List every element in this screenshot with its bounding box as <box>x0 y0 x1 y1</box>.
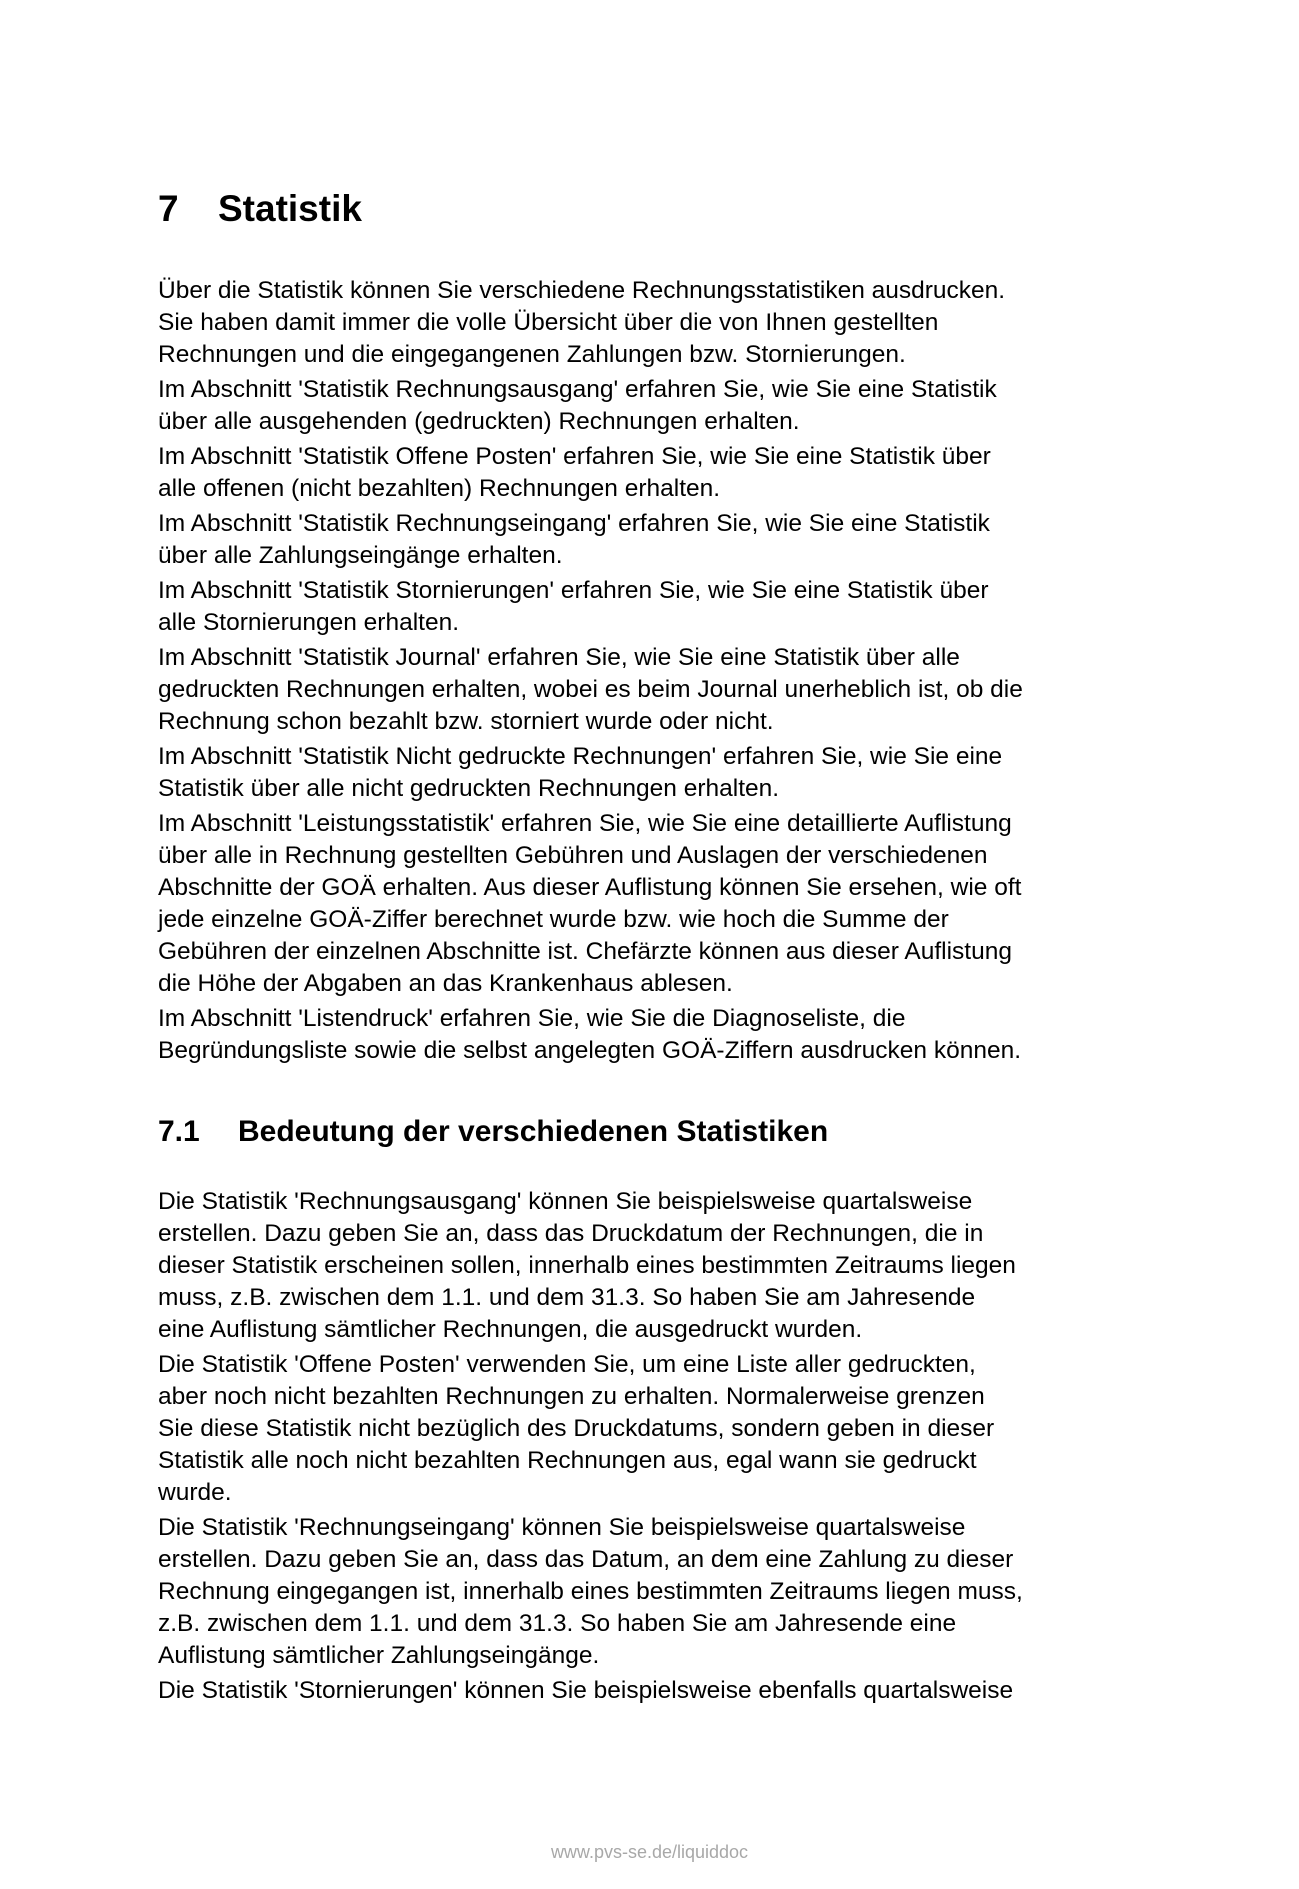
paragraph <box>158 1675 1168 1707</box>
text-line: Abschnitte der GOÄ erhalten. Aus dieser Auflistung können Sie ersehen, wie oft <box>158 874 1022 901</box>
section-heading <box>158 1117 828 1147</box>
text-line: Die Statistik 'Offene Posten' verwenden Sie, um eine Liste aller gedruckten, <box>158 1351 976 1378</box>
paragraph <box>158 1186 1168 1346</box>
chapter-body <box>158 275 1168 1070</box>
text-line: Begründungsliste sowie die selbst angelegten GOÄ-Ziffern ausdrucken können. <box>158 1037 1022 1064</box>
text-line: dieser Statistik erscheinen sollen, innerhalb eines bestimmten Zeitraums liegen <box>158 1252 1016 1279</box>
text-line: gedruckten Rechnungen erhalten, wobei es beim Journal unerheblich ist, ob die <box>158 676 1023 703</box>
text-line: z.B. zwischen dem 1.1. und dem 31.3. So haben Sie am Jahresende eine <box>158 1610 957 1637</box>
text-line: erstellen. Dazu geben Sie an, dass das Datum, an dem eine Zahlung zu dieser <box>158 1546 1014 1573</box>
text-line: Sie diese Statistik nicht bezüglich des Druckdatums, sondern geben in dieser <box>158 1415 995 1442</box>
paragraph <box>158 1003 1168 1067</box>
text-line: über alle in Rechnung gestellten Gebühren und Auslagen der verschiedenen <box>158 842 988 869</box>
text-line: aber noch nicht bezahlten Rechnungen zu erhalten. Normalerweise grenzen <box>158 1383 985 1410</box>
text-line: Im Abschnitt 'Statistik Rechnungseingang' erfahren Sie, wie Sie eine Statistik <box>158 510 990 537</box>
text-line: Im Abschnitt 'Statistik Stornierungen' erfahren Sie, wie Sie eine Statistik über <box>158 577 989 604</box>
paragraph <box>158 374 1168 438</box>
text-line: Rechnung eingegangen ist, innerhalb eines bestimmten Zeitraums liegen muss, <box>158 1578 1023 1605</box>
text-line: Die Statistik 'Stornierungen' können Sie beispielsweise ebenfalls quartalsweise <box>158 1677 1014 1704</box>
text-line: Im Abschnitt 'Statistik Offene Posten' erfahren Sie, wie Sie eine Statistik über <box>158 443 991 470</box>
text-line: Die Statistik 'Rechnungseingang' können Sie beispielsweise quartalsweise <box>158 1514 966 1541</box>
chapter-number: 7 <box>158 188 179 229</box>
text-line: alle offenen (nicht bezahlten) Rechnungen erhalten. <box>158 475 721 502</box>
text-line: Gebühren der einzelnen Abschnitte ist. Chefärzte können aus dieser Auflistung <box>158 938 1012 965</box>
text-line: erstellen. Dazu geben Sie an, dass das Druckdatum der Rechnungen, die in <box>158 1220 984 1247</box>
text-line: über alle Zahlungseingänge erhalten. <box>158 542 563 569</box>
chapter-heading <box>158 190 362 227</box>
text-line: Statistik über alle nicht gedruckten Rechnungen erhalten. <box>158 775 780 802</box>
section-number: 7.1 <box>158 1115 200 1148</box>
footer-url: www.pvs-se.de/liquiddoc <box>550 1842 749 1862</box>
paragraph <box>158 741 1168 805</box>
paragraph <box>158 508 1168 572</box>
paragraph <box>158 441 1168 505</box>
text-line: Im Abschnitt 'Statistik Nicht gedruckte Rechnungen' erfahren Sie, wie Sie eine <box>158 743 1003 770</box>
paragraph <box>158 642 1168 738</box>
paragraph <box>158 575 1168 639</box>
text-line: über alle ausgehenden (gedruckten) Rechnungen erhalten. <box>158 408 800 435</box>
text-line: Rechnungen und die eingegangenen Zahlungen bzw. Stornierungen. <box>158 341 906 368</box>
text-line: Die Statistik 'Rechnungsausgang' können Sie beispielsweise quartalsweise <box>158 1188 973 1215</box>
text-line: wurde. <box>158 1479 232 1506</box>
section-body <box>158 1186 1168 1710</box>
text-line: Über die Statistik können Sie verschiedene Rechnungsstatistiken ausdrucken. <box>158 277 1006 304</box>
paragraph <box>158 1512 1168 1672</box>
text-line: Im Abschnitt 'Listendruck' erfahren Sie, wie Sie die Diagnoseliste, die <box>158 1005 906 1032</box>
chapter-title: Statistik <box>218 188 362 229</box>
text-line: muss, z.B. zwischen dem 1.1. und dem 31.3. So haben Sie am Jahresende <box>158 1284 976 1311</box>
paragraph <box>158 808 1168 1000</box>
text-line: jede einzelne GOÄ-Ziffer berechnet wurde bzw. wie hoch die Summe der <box>158 906 949 933</box>
text-line: Im Abschnitt 'Statistik Rechnungsausgang' erfahren Sie, wie Sie eine Statistik <box>158 376 997 403</box>
paragraph <box>158 275 1168 371</box>
text-line: Im Abschnitt 'Statistik Journal' erfahren Sie, wie Sie eine Statistik über alle <box>158 644 960 671</box>
text-line: Im Abschnitt 'Leistungsstatistik' erfahren Sie, wie Sie eine detaillierte Auflistung <box>158 810 1012 837</box>
text-line: Auflistung sämtlicher Zahlungseingänge. <box>158 1642 600 1669</box>
text-line: Statistik alle noch nicht bezahlten Rechnungen aus, egal wann sie gedruckt <box>158 1447 977 1474</box>
text-line: Sie haben damit immer die volle Übersicht über die von Ihnen gestellten <box>158 309 939 336</box>
text-line: alle Stornierungen erhalten. <box>158 609 460 636</box>
text-line: eine Auflistung sämtlicher Rechnungen, die ausgedruckt wurden. <box>158 1316 863 1343</box>
paragraph <box>158 1349 1168 1509</box>
text-line: Rechnung schon bezahlt bzw. storniert wurde oder nicht. <box>158 708 774 735</box>
section-title: Bedeutung der verschiedenen Statistiken <box>238 1115 829 1148</box>
text-line: die Höhe der Abgaben an das Krankenhaus ablesen. <box>158 970 733 997</box>
